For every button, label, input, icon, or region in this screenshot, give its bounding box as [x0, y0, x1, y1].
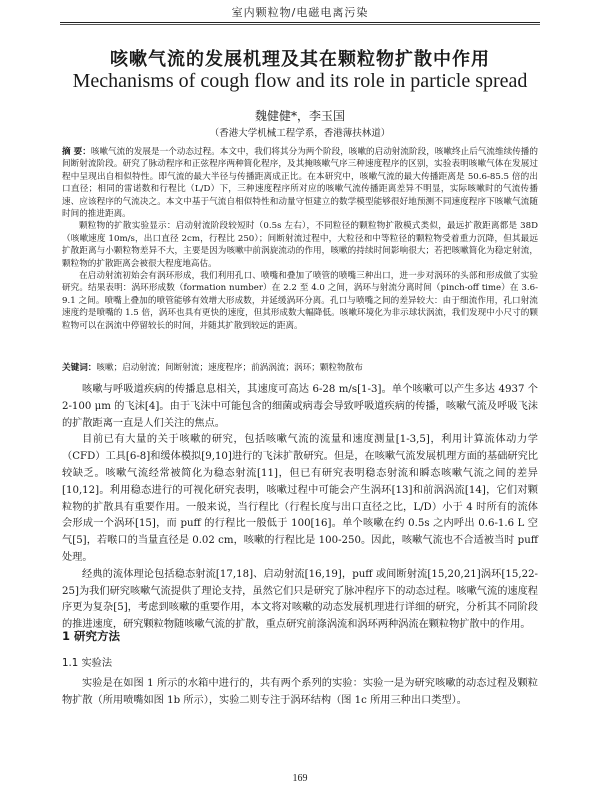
abstract-paragraph-2: 颗粒物的扩散实验显示：启动射流阶段较短时（0.5s 左右），不同粒径的颗粒物扩散模式类似，最远扩散距离都是 38D（咳嗽速度 10m/s，出口直径 2cm，行程比 250）；间断射流过程中，大粒径和中等粒径的颗粒物受着重力沉降，但其最远扩散距离与小颗粒物差异不大，主要是因为咳嗽中前涡旋流动的作用，咳嗽的持续时间影响很大；若把咳嗽简化为稳定射流，颗粒物的扩散距离会被很大程度地高估。	[62, 221, 538, 269]
title-chinese: 咳嗽气流的发展机理及其在颗粒物扩散中作用	[110, 49, 490, 70]
header-rule-thin	[60, 24, 540, 25]
introduction	[62, 382, 538, 634]
running-head: 室内颗粒物/电磁电离污染	[231, 6, 369, 19]
methods-paragraph-1: 实验是在如图 1 所示的水箱中进行的，共有两个系列的实验：实验一是为研究咳嗽的动态过程及颗粒物扩散（所用喷嘴如图 1b 所示），实验二则专注于涡环结构（图 1c 所用三种出口类型）。	[62, 678, 538, 706]
keywords-label: 关键词：	[62, 363, 97, 373]
abstract-label: 摘 要：	[62, 147, 91, 157]
body-paragraph-2: 目前已有大量的关于咳嗽的研究，包括咳嗽气流的流量和速度测量[1-3,5]，利用计算流体动力学（CFD）工具[6-8]和缓体模拟[9,10]进行的飞沫扩散研究。但是，在咳嗽气流发展机理方面的基础研究比较缺乏。咳嗽气流经常被简化为稳态射流[11]，但已有研究表明稳态射流和瞬态咳嗽气流之间的差异[10,12]。利用稳态进行的可视化研究表明，咳嗽过程中可能会产生涡环[13]和前涡涡流[14]，它们对颗粒物的扩散具有重要作用。一般来说，当行程比（行程长度与出口直径之比，L/D）小于 4 时所有的流体会形成一个涡环[15]，而 puff 的行程比一般低于 100[16]。单个咳嗽在约 0.5s 之内呼出 0.6-1.6 L 空气[5]，若喉口的当量直径是 0.02 cm，咳嗽的行程比是 100-250。因此，咳嗽气流也不合适被当时 puff 处理。	[62, 434, 538, 563]
body-paragraph-3: 经典的流体理论包括稳态射流[17,18]、启动射流[16,19]，puff 或间断射流[15,20,21]涡环[15,22-25]为我们研究咳嗽气流提供了理论支持，虽然它们只是研究了脉冲程序下的动态过程。咳嗽气流的速度程序更为复杂[5]，考虑到咳嗽的重要作用，本文将对咳嗽的动态发展机理进行详细的研究，分析其不同阶段的推进速度，研究颗粒物随咳嗽气流的扩散，重点研究前涤涡流和涡环两种涡流在颗粒物扩散中的作用。	[62, 568, 538, 631]
authors: 魏健健*，李玉国	[254, 109, 345, 123]
methods-text	[62, 676, 538, 710]
page-number: 169	[292, 773, 308, 784]
keywords	[62, 362, 538, 374]
abstract-text-1: 咳嗽气流的发展是一个动态过程。本文中，我们将其分为两个阶段，咳嗽的启动射流阶段，咳嗽终止后气流维续传播的间断射流阶段。研究了脉动程序和正弦程序两种简化程序，及其掩咳嗽气序三种速度程序的区别，实验表明咳嗽气体在发展过程中呈现出自相似特性。即气流的最大半径与传播距离成正比。在本研究中，咳嗽气流的最大传播距离是 50.6-85.5 倍的出口直径；相同的雷诺数和行程比（L/D）下，三种速度程序所对应的咳嗽气流传播距离差异不明显，实际咳嗽时的气流传播速、应该程序的气流决之。本文中基于气流自相似特性和动量守恒建立的数学模型能够很好地预测不同速度程序下咳嗽气流随时间的推进距离。	[62, 147, 538, 220]
abstract-paragraph-1	[62, 146, 538, 220]
subsection-heading-experiment: 1.1 实验法	[62, 658, 113, 669]
section-heading-methods: 1 研究方法	[62, 629, 121, 643]
abstract	[62, 146, 538, 332]
header-rule	[60, 22, 540, 23]
keywords-text: 咳嗽；启动射流；间断射流；速度程序；前涡涡流；涡环；颗粒物散布	[96, 363, 363, 373]
title-english: Mechanisms of cough flow and its role in particle spread	[72, 70, 528, 92]
affiliation: （香港大学机械工程学系，香港薄扶林道）	[209, 128, 391, 139]
body-paragraph-1: 咳嗽与呼吸道疾病的传播息息相关，其速度可高达 6-28 m/s[1-3]。单个咳嗽可以产生多达 4937 个 2-100 μm 的飞沫[4]。由于飞沫中可能包含的细菌或病毒会导致呼吸道疾病的传播，咳嗽气流及呼吸飞沫的扩散距离一直是人们关注的焦点。	[62, 384, 538, 429]
abstract-paragraph-3: 在启动射流初始会有涡环形成，我们利用孔口、喷嘴和叠加了喷管的喷嘴三种出口，进一步对涡环的头部和形成做了实验研究。结果表明：涡环形成数（formation number）在 2.2 至 4.0 之间，涡环与射流分离时间（pinch-off time）在 3.6-9.1 之间。喷嘴上叠加的喷管能够有效增大形成数，并延缓涡环分离。孔口与喷嘴之间的差异较大：由于细流作用，孔口射流速度约是喷嘴的 1.5 倍，涡环也具有更快的速度，但其形成数大幅降低。咳嗽环境化为非示球状涡流，我们发现中小尺寸的颗粒物可以在涡流中停留较长的时间，并随其扩散到较远的距离。	[62, 271, 538, 331]
